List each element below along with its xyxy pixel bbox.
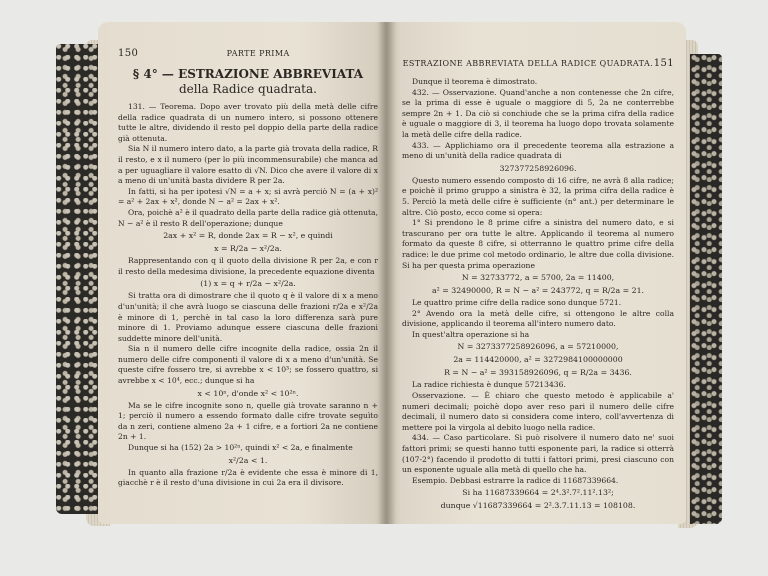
paragraph: La radice richiesta è dunque 57213436. xyxy=(412,380,566,390)
equation: N = 3273377258926096, a = 57210000, xyxy=(457,342,619,352)
right-page-number: 151 xyxy=(653,58,674,69)
paragraph: 432. — Osservazione. Quand'anche a non contenesse che 2n cifre, se la prima di esse è uguale o maggiore di 5, 2a ne conterrebbe sempre 2n + 1. Da ciò si conchiude che se la prima cifra della radice è uguale o maggiore di 3, il teorema ha luogo dopo trovata solamente la metà delle cifre della radice. xyxy=(402,87,674,139)
paragraph: 131. — Teorema. Dopo aver trovato più della metà delle cifre della radice quadrata di un numero intero, si possono ottenere tutte le altre, dividendo il resto pel doppio della parte della radice già ottenuta. xyxy=(118,102,378,143)
section-subtitle: della Radice quadrata. xyxy=(179,82,317,96)
paragraph: In quest'altra operazione si ha xyxy=(412,329,530,339)
paragraph: Ma se le cifre incognite sono n, quelle già trovate saranno n + 1; perciò il numero a essendo formato dalle cifre trovate seguìto da n zeri, contiene almeno 2a + 1 cifre, e a fortiori 2a ne contiene 2n + 1. xyxy=(118,400,378,442)
section-title: § 4° — ESTRAZIONE ABBREVIATA xyxy=(132,67,364,81)
left-header-title: PARTE PRIMA xyxy=(226,49,290,58)
right-page xyxy=(386,22,686,524)
paragraph: Dunque si ha (152) 2a > 10²ⁿ, quindi x² < 2a, e finalmente xyxy=(128,443,353,453)
paragraph: Sia N il numero intero dato, a la parte già trovata della radice, R il resto, e x il numero (per lo più incommensurabile) che manca ad a per uguagliare il valore esatto di √N. Dico che avere il valore di x a meno di un'unità basta dividere R per 2a. xyxy=(118,144,378,186)
equation: 2ax + x² = R, donde 2ax = R − x², e quindi xyxy=(163,231,333,241)
paragraph: Rappresentando con q il quoto della divisione R per 2a, e con r il resto della medesima divisione, la precedente equazione diventa xyxy=(118,256,378,276)
right-header-title: ESTRAZIONE ABBREVIATA DELLA RADICE QUADRATA. xyxy=(402,59,654,68)
equation: Si ha 11687339664 = 2⁴.3².7².11².13²; xyxy=(462,488,614,498)
equation: x < 10ⁿ, d'onde x² < 10²ⁿ. xyxy=(197,388,299,398)
paragraph: 434. — Caso particolare. Si può risolvere il numero dato ne' suoi fattori primi; se questi hanno tutti esponente pari, la radice si otterrà (107-2°) facendo il prodotto di tutti i fattori primi, presi ciascuno con un esponente uguale alla metà di quello che ha. xyxy=(402,433,674,475)
equation: 2a = 114420000, a² = 3272984100000000 xyxy=(453,355,623,365)
paragraph: Osservazione. — È chiaro che questo metodo è applicabile a' numeri decimali; poichè dopo aver reso pari il numero delle cifre decimali, il numero dato si considera come intero, coll'avvertenza di mettere poi la virgola al debito luogo nella radice. xyxy=(402,391,674,432)
equation: (1) x = q + r/2a − x²/2a. xyxy=(200,279,296,289)
paragraph: Ora, poichè a² è il quadrato della parte della radice già ottenuta, N − a² è il resto R dell'operazione; dunque xyxy=(118,207,378,228)
right-page-body xyxy=(402,77,674,512)
equation: x = R/2a − x²/2a. xyxy=(214,244,282,254)
paragraph: In quanto alla frazione r/2a è evidente che essa è minore di 1, giacchè r è il resto d'una divisione in cui 2a era il divisore. xyxy=(118,467,378,488)
paragraph: Dunque il teorema è dimostrato. xyxy=(412,77,538,86)
paragraph: Sia n il numero delle cifre incognite della radice, ossia 2n il numero delle cifre componenti il valore di x a meno d'un'unità. Se queste cifre fossero tre, si avrebbe x < 10³; se fossero quattro, si avrebbe x < 10⁴, ecc.; dunque si ha xyxy=(118,344,378,386)
equation: a² = 32490000, R = N − a² = 243772, q = R/2a = 21. xyxy=(431,286,645,296)
left-running-head xyxy=(118,48,378,59)
paragraph: Le quattro prime cifre della radice sono dunque 5721. xyxy=(412,298,622,308)
equation: x²/2a < 1. xyxy=(228,455,268,465)
marbled-cover-right xyxy=(690,54,722,524)
left-page-number: 150 xyxy=(118,48,139,59)
left-page xyxy=(98,22,386,524)
paragraph: 433. — Applichiamo ora il precedente teorema alla estrazione a meno di un'unità della radice quadrata di xyxy=(402,140,674,161)
equation: N = 32733772, a = 5700, 2a = 11400, xyxy=(461,273,615,283)
paragraph: Si tratta ora di dimostrare che il quoto q è il valore di x a meno d'un'unità; il che avrà luogo se ciascuna delle frazioni r/2a e x²/2a è minore di 1, perchè in tal caso la loro differenza sarà pure minore di 1. Proviamo adunque essere ciascuna delle frazioni suddette minore dell'unità. xyxy=(118,291,378,343)
paragraph: In fatti, si ha per ipotesi √N = a + x; si avrà perciò N = (a + x)² = a² + 2ax + x², donde N − a² = 2ax + x². xyxy=(118,186,378,207)
right-running-head xyxy=(402,58,674,69)
paragraph: Esempio. Debbasi estrarre la radice di 11687339664. xyxy=(412,475,619,485)
equation: 32737725892609​6. xyxy=(499,163,577,173)
paragraph: Questo numero essendo composto di 16 cifre, ne avrà 8 alla radice; e poichè il primo gruppo a sinistra è 32, la prima cifra della radice è 5. Perciò la metà delle cifre è sufficiente (n° ant.) per determinare le altre. Ciò posto, ecco come si opera: xyxy=(402,175,674,217)
book-spine-shadow xyxy=(378,22,396,524)
paragraph: 2° Avendo ora la metà delle cifre, si ottengono le altre colla divisione, applicando il teorema all'intero numero dato. xyxy=(402,308,674,329)
left-page-body xyxy=(118,102,378,489)
equation: dunque √11687339664 = 2².3.7.11.13 = 108108. xyxy=(440,501,636,511)
equation: R = N − a² = 393158926096, q = R/2a = 3436. xyxy=(444,368,632,378)
paragraph: 1° Si prendono le 8 prime cifre a sinistra del numero dato, e si trascurano per ora tutte le altre. Applicando il teorema al numero formato da queste 8 cifre, si otterranno le quattro prime cifre della radice: le due prime col metodo ordinario, le altre due colla divisione. Si ha per questa prima operazione xyxy=(402,218,674,270)
